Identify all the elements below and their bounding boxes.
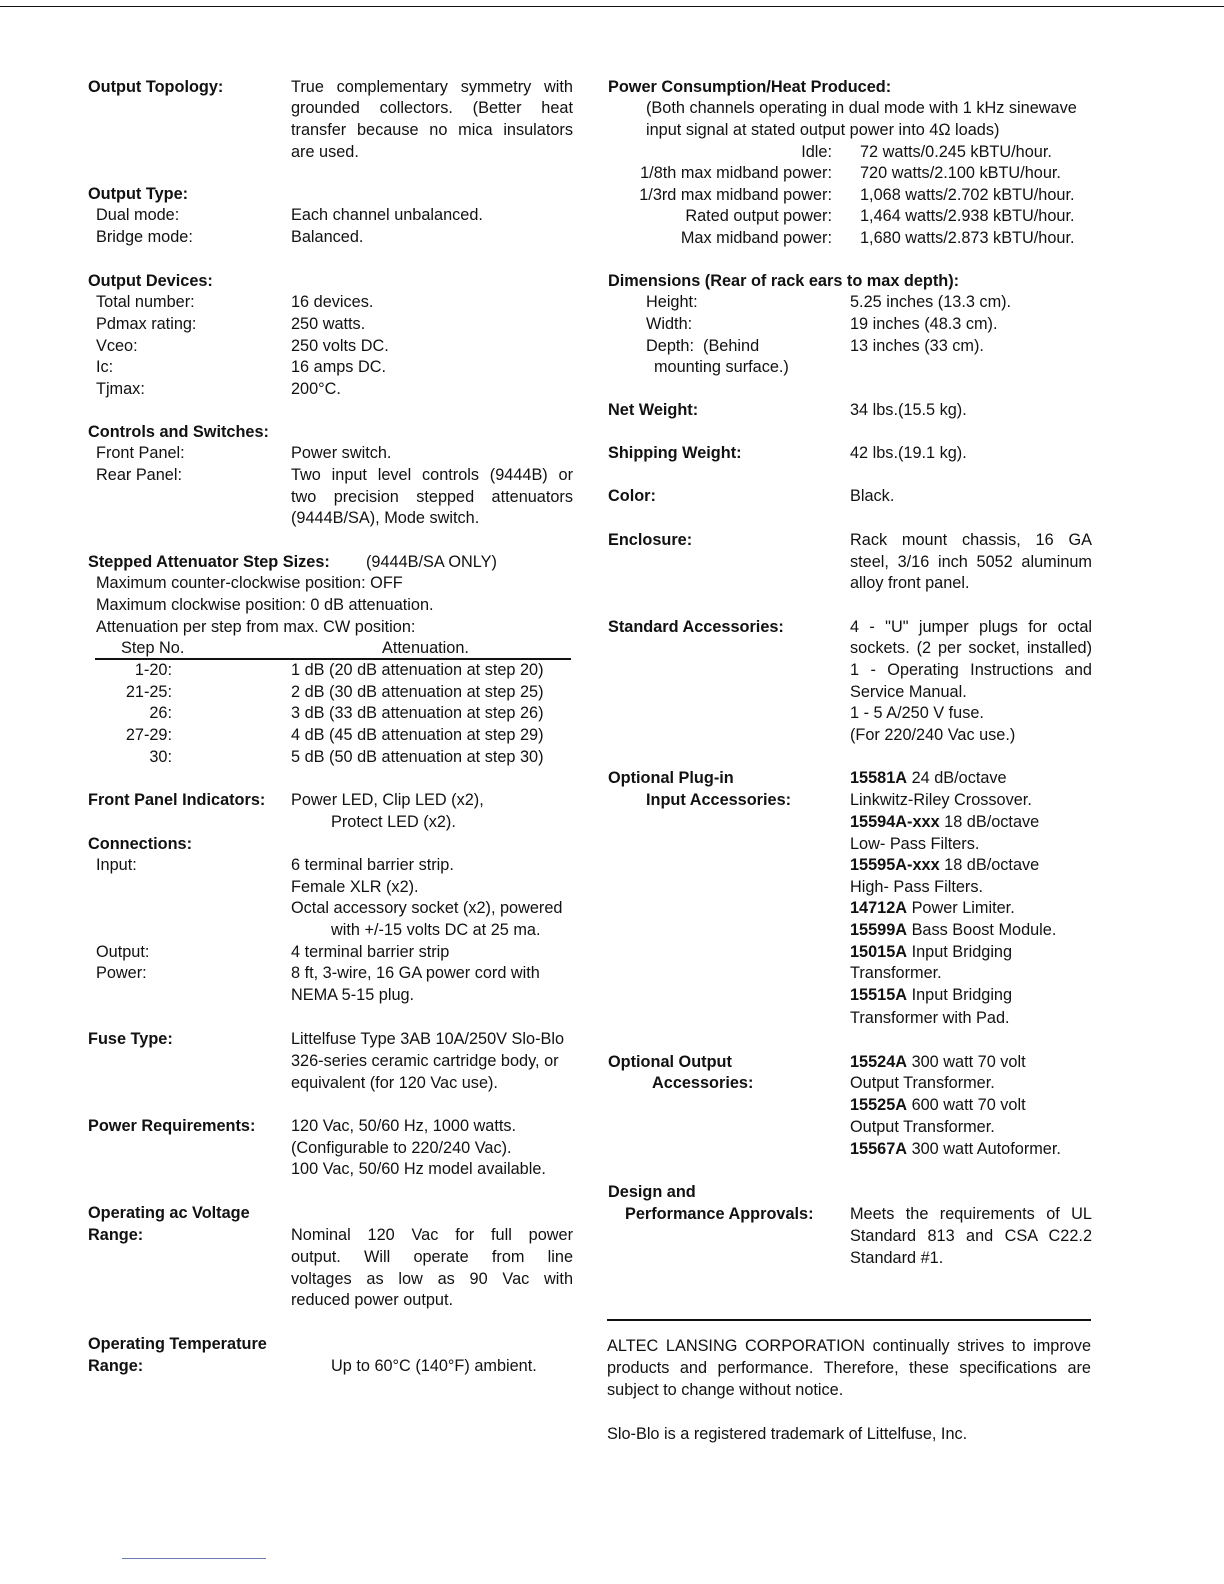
- spec-label: Operating Temperature: [88, 1335, 267, 1353]
- spec-value: Meets the requirements of UL: [850, 1205, 1092, 1223]
- notice-line: subject to change without notice.: [607, 1381, 844, 1399]
- part-number: 15599A: [850, 921, 908, 939]
- spec-label: Optional Output: [608, 1053, 732, 1071]
- spec-value: Balanced.: [291, 228, 364, 246]
- spec-value: 120 Vac, 50/60 Hz, 1000 watts.: [291, 1117, 517, 1135]
- sub-label: 1/3rd max midband power:: [639, 186, 832, 204]
- sub-label: 1/8th max midband power:: [640, 164, 832, 182]
- spec-value: sockets. (2 per socket, installed): [850, 639, 1092, 657]
- shipping-weight-label: Shipping Weight:: [608, 444, 742, 462]
- sub-label: Height:: [646, 293, 698, 311]
- sub-label: Pdmax rating:: [96, 315, 197, 333]
- part-number: 15524A: [850, 1053, 908, 1071]
- spec-value: 16 devices.: [291, 293, 374, 311]
- accessory-desc: Transformer with Pad.: [850, 1009, 1010, 1027]
- accessory-item: [850, 854, 1039, 876]
- step-no: 1-20:: [134, 661, 172, 679]
- sub-label: Output:: [96, 943, 150, 961]
- accessory-item: [850, 897, 1015, 919]
- step-no: 21-25:: [125, 683, 172, 701]
- spec-value: 16 amps DC.: [291, 358, 387, 376]
- spec-label: Stepped Attenuator Step Sizes:: [88, 553, 330, 571]
- spec-value: Service Manual.: [850, 683, 967, 701]
- accessory-desc: Bass Boost Module.: [907, 921, 1057, 939]
- sub-label: Width:: [646, 315, 693, 333]
- step-no: 27-29:: [125, 726, 172, 744]
- step-attenuation: 2 dB (30 dB attenuation at step 25): [291, 683, 544, 701]
- spec-value: Littelfuse Type 3AB 10A/250V Slo-Blo: [291, 1030, 565, 1048]
- step-no: 26:: [149, 704, 172, 722]
- part-number: 15581A: [850, 769, 908, 787]
- part-number: 15015A: [850, 943, 908, 961]
- spec-value: 6 terminal barrier strip.: [291, 856, 454, 874]
- spec-value: Power switch.: [291, 444, 392, 462]
- trademark-note: Slo-Blo is a registered trademark of Littelfuse, Inc.: [607, 1425, 968, 1443]
- spec-value: alloy front panel.: [850, 574, 970, 592]
- sub-label: Rear Panel:: [96, 466, 182, 484]
- spec-label: Output Topology:: [88, 78, 224, 96]
- spec-value: NEMA 5-15 plug.: [291, 986, 415, 1004]
- accessory-desc: Input Bridging: [907, 986, 1013, 1004]
- spec-value: Standard #1.: [850, 1249, 944, 1267]
- spec-value: 1 - 5 A/250 V fuse.: [850, 704, 984, 722]
- sub-label: Tjmax:: [96, 380, 145, 398]
- spec-label: Accessories:: [652, 1074, 754, 1092]
- sub-label: Bridge mode:: [96, 228, 193, 246]
- sub-label: Ic:: [96, 358, 114, 376]
- spec-label: Output Type:: [88, 185, 189, 203]
- part-number: 15515A: [850, 986, 908, 1004]
- spec-label: Dimensions (Rear of rack ears to max depth):: [608, 272, 960, 290]
- accessory-desc: Transformer.: [850, 964, 942, 982]
- part-number: 15567A: [850, 1140, 908, 1158]
- spec-value: Female XLR (x2).: [291, 878, 419, 896]
- bottom-rule: [122, 1558, 266, 1559]
- accessory-desc: Output Transformer.: [850, 1074, 995, 1092]
- footer-rule: [607, 1319, 1091, 1321]
- step-attenuation: 3 dB (33 dB attenuation at step 26): [291, 704, 544, 722]
- spec-value: output. Will operate from line: [291, 1248, 573, 1266]
- notice-line: ALTEC LANSING CORPORATION continually strives to improve: [607, 1337, 1091, 1355]
- sub-label: mounting surface.): [654, 358, 789, 376]
- spec-value: (Configurable to 220/240 Vac).: [291, 1139, 512, 1157]
- spec-value: 200°C.: [291, 380, 341, 398]
- accessory-desc: 600 watt 70 volt: [907, 1096, 1026, 1114]
- spec-value: 13 inches (33 cm).: [850, 337, 984, 355]
- accessory-item: [850, 984, 1012, 1006]
- sub-label: Vceo:: [96, 337, 138, 355]
- spec-label: Range:: [88, 1226, 144, 1244]
- accessory-desc: 24 dB/octave: [907, 769, 1007, 787]
- spec-value: steel, 3/16 inch 5052 aluminum: [850, 553, 1092, 571]
- accessory-item: [850, 1138, 1061, 1160]
- spec-value: 4 - "U" jumper plugs for octal: [850, 618, 1092, 636]
- spec-value: 250 volts DC.: [291, 337, 389, 355]
- spec-value: 19 inches (48.3 cm).: [850, 315, 998, 333]
- sub-label: Max midband power:: [680, 229, 832, 247]
- spec-value: voltages as low as 90 Vac with: [291, 1270, 573, 1288]
- accessory-item: [850, 1051, 1026, 1073]
- sub-label: Rated output power:: [685, 207, 832, 225]
- accessory-item: [850, 811, 1039, 833]
- sub-label: Input:: [96, 856, 137, 874]
- spec-value: 1,068 watts/2.702 kBTU/hour.: [860, 186, 1075, 204]
- spec-value: reduced power output.: [291, 1291, 454, 1309]
- spec-value: two precision stepped attenuators: [291, 488, 573, 506]
- spec-value: Rack mount chassis, 16 GA: [850, 531, 1092, 549]
- step-attenuation: 1 dB (20 dB attenuation at step 20): [291, 661, 544, 679]
- spec-value: 720 watts/2.100 kBTU/hour.: [860, 164, 1061, 182]
- spec-label: Power Consumption/Heat Produced:: [608, 78, 892, 96]
- accessory-desc: Input Bridging: [907, 943, 1013, 961]
- accessory-desc: Power Limiter.: [907, 899, 1015, 917]
- spec-note: (9444B/SA ONLY): [366, 553, 497, 571]
- spec-label: Operating ac Voltage: [88, 1204, 250, 1222]
- accessory-desc: Low- Pass Filters.: [850, 835, 980, 853]
- spec-value: equivalent (for 120 Vac use).: [291, 1074, 498, 1092]
- accessory-desc: Output Transformer.: [850, 1118, 995, 1136]
- spec-label: Optional Plug-in: [608, 769, 734, 787]
- part-number: 15525A: [850, 1096, 908, 1114]
- spec-line: Attenuation per step from max. CW position:: [96, 618, 416, 636]
- sub-label: Power:: [96, 964, 147, 982]
- sub-label: Depth: (Behind: [646, 337, 760, 355]
- part-number: 15595A-xxx: [850, 856, 940, 874]
- spec-value: 326-series ceramic cartridge body, or: [291, 1052, 559, 1070]
- spec-value: 72 watts/0.245 kBTU/hour.: [860, 143, 1052, 161]
- spec-value: Power LED, Clip LED (x2),: [291, 791, 484, 809]
- spec-label: Performance Approvals:: [625, 1205, 814, 1223]
- color-value: Black.: [850, 487, 895, 505]
- spec-note: (Both channels operating in dual mode with 1 kHz sinewave: [646, 99, 1077, 117]
- spec-label: Input Accessories:: [646, 791, 792, 809]
- part-number: 14712A: [850, 899, 908, 917]
- spec-value: with +/-15 volts DC at 25 ma.: [331, 921, 541, 939]
- accessory-desc: 18 dB/octave: [939, 856, 1040, 874]
- sub-label: Front Panel:: [96, 444, 185, 462]
- spec-value: Two input level controls (9444B) or: [291, 466, 573, 484]
- accessory-desc: Linkwitz-Riley Crossover.: [850, 791, 1032, 809]
- spec-value: True complementary symmetry with: [291, 78, 573, 96]
- part-number: 15594A-xxx: [850, 813, 940, 831]
- spec-note: input signal at stated output power into 4Ω loads): [646, 121, 1000, 139]
- spec-label: Enclosure:: [608, 531, 693, 549]
- spec-label: Standard Accessories:: [608, 618, 784, 636]
- spec-value: 1 - Operating Instructions and: [850, 661, 1092, 679]
- spec-value: are used.: [291, 143, 359, 161]
- spec-label: Design and: [608, 1183, 696, 1201]
- spec-value: grounded collectors. (Better heat: [291, 99, 573, 117]
- step-attenuation: 5 dB (50 dB attenuation at step 30): [291, 748, 544, 766]
- accessory-desc: 300 watt Autoformer.: [907, 1140, 1061, 1158]
- sub-label: Dual mode:: [96, 206, 180, 224]
- spec-value: 250 watts.: [291, 315, 366, 333]
- spec-line: Maximum counter-clockwise position: OFF: [96, 574, 403, 592]
- spec-value: (For 220/240 Vac use.): [850, 726, 1016, 744]
- spec-label: Front Panel Indicators:: [88, 791, 266, 809]
- step-no: 30:: [149, 748, 172, 766]
- net-weight-value: 34 lbs.(15.5 kg).: [850, 401, 967, 419]
- sub-label: Idle:: [801, 143, 832, 161]
- accessory-desc: 18 dB/octave: [939, 813, 1040, 831]
- spec-label: Fuse Type:: [88, 1030, 173, 1048]
- accessory-item: [850, 1094, 1026, 1116]
- spec-value: transfer because no mica insulators: [291, 121, 573, 139]
- spec-line: Maximum clockwise position: 0 dB attenuation.: [96, 596, 434, 614]
- spec-value: Octal accessory socket (x2), powered: [291, 899, 563, 917]
- spec-value: Standard 813 and CSA C22.2: [850, 1227, 1092, 1245]
- spec-value: 5.25 inches (13.3 cm).: [850, 293, 1012, 311]
- table-header-step: Step No.: [121, 639, 185, 657]
- spec-value: 100 Vac, 50/60 Hz model available.: [291, 1160, 546, 1178]
- spec-value: Each channel unbalanced.: [291, 206, 483, 224]
- spec-label: Output Devices:: [88, 272, 213, 290]
- top-rule: [0, 6, 1224, 7]
- spec-value: Protect LED (x2).: [331, 813, 456, 831]
- accessory-desc: 300 watt 70 volt: [907, 1053, 1026, 1071]
- notice-line: products and performance. Therefore, these specifications are: [607, 1359, 1091, 1377]
- spec-value: 1,464 watts/2.938 kBTU/hour.: [860, 207, 1075, 225]
- color-label: Color:: [608, 487, 656, 505]
- spec-label: Range:: [88, 1357, 144, 1375]
- accessory-desc: High- Pass Filters.: [850, 878, 983, 896]
- spec-label: Power Requirements:: [88, 1117, 256, 1135]
- spec-value: Nominal 120 Vac for full power: [291, 1226, 573, 1244]
- net-weight-label: Net Weight:: [608, 401, 699, 419]
- shipping-weight-value: 42 lbs.(19.1 kg).: [850, 444, 967, 462]
- spec-value: 1,680 watts/2.873 kBTU/hour.: [860, 229, 1075, 247]
- spec-value: (9444B/SA), Mode switch.: [291, 509, 480, 527]
- accessory-item: [850, 767, 1007, 789]
- spec-value: 4 terminal barrier strip: [291, 943, 450, 961]
- accessory-item: [850, 919, 1056, 941]
- spec-label: Connections:: [88, 835, 193, 853]
- table-header-attenuation: Attenuation.: [382, 639, 469, 657]
- accessory-item: [850, 941, 1012, 963]
- spec-label: Controls and Switches:: [88, 423, 269, 441]
- step-attenuation: 4 dB (45 dB attenuation at step 29): [291, 726, 544, 744]
- spec-value: 8 ft, 3-wire, 16 GA power cord with: [291, 964, 540, 982]
- spec-value: Up to 60°C (140°F) ambient.: [331, 1357, 537, 1375]
- sub-label: Total number:: [96, 293, 195, 311]
